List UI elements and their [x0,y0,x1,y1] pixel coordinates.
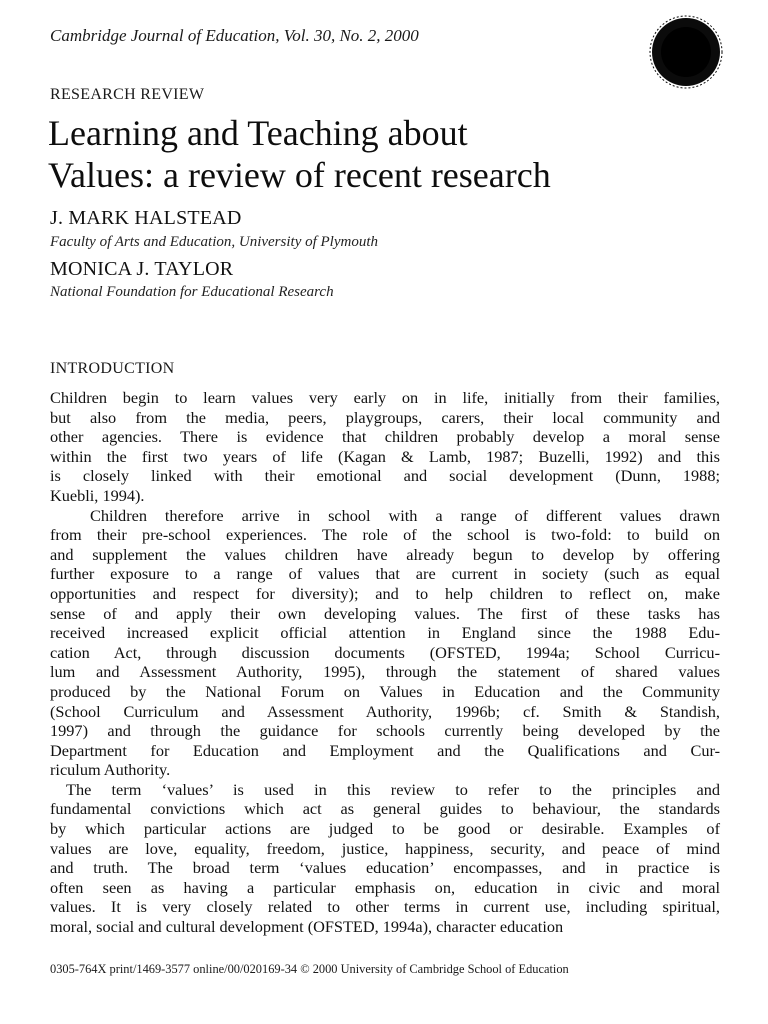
text-line: produced by the National Forum on Values in Education and the Community [50,681,720,701]
text-line: sense of and apply their own developing values. The first of these tasks has [50,603,720,623]
text-line: but also from the media, peers, playgroups, carers, their local community and [50,407,720,427]
paragraph [50,388,720,506]
section-heading: INTRODUCTION [50,360,175,377]
text-line: moral, social and cultural development (OFSTED, 1994a), character education [50,917,564,937]
author-name: J. MARK HALSTEAD [50,207,242,229]
text-line: Children begin to learn values very early on in life, initially from their families, [50,388,720,407]
text-line: The term ‘values’ is used in this review to refer to the principles and [66,779,720,799]
text-line: received increased explicit official attention in England since the 1988 Edu- [50,623,720,643]
paragraph [50,506,720,780]
paragraph [50,780,720,937]
author-affiliation: Faculty of Arts and Education, University of Plymouth [50,234,379,250]
title-line: Values: a review of recent research [48,155,551,195]
publisher-seal-icon [648,14,724,90]
text-line: Children therefore arrive in school with a range of different values drawn [90,505,720,525]
text-line: 1997) and through the guidance for schools currently being developed by the [50,721,720,741]
text-line: is closely linked with their emotional and social development (Dunn, 1988; [50,466,720,486]
text-line: (School Curriculum and Assessment Authority, 1996b; cf. Smith & Standish, [50,701,720,721]
title-line: Learning and Teaching about [48,113,468,153]
article-title [48,112,748,196]
text-line: riculum Authority. [50,760,171,780]
text-line: fundamental convictions which act as general guides to behaviour, the standards [50,799,720,819]
text-line: lum and Assessment Authority, 1995), through the statement of shared values [50,662,720,682]
text-line: and supplement the values children have already begun to develop by offering [50,544,720,564]
text-line: Kuebli, 1994). [50,485,145,505]
text-line: values. It is very closely related to other terms in current use, including spiritual, [50,897,720,917]
text-line: within the first two years of life (Kagan & Lamb, 1987; Buzelli, 1992) and this [50,446,720,466]
text-line: often seen as having a particular emphasis on, education in civic and moral [50,877,720,897]
text-line: opportunities and respect for diversity); and to help children to reflect on, make [50,583,720,603]
text-line: other agencies. There is evidence that children probably develop a moral sense [50,427,720,447]
text-line: further exposure to a range of values that are current in society (such as equal [50,564,720,584]
article-body [50,388,720,937]
text-line: from their pre-school experiences. The role of the school is two-fold: to build on [50,525,720,545]
text-line: and truth. The broad term ‘values education’ encompasses, and in practice is [50,858,720,878]
journal-citation: Cambridge Journal of Education, Vol. 30, No. 2, 2000 [50,26,419,45]
text-line: by which particular actions are judged to be good or desirable. Examples of [50,819,720,839]
text-line: cation Act, through discussion documents (OFSTED, 1994a; School Curricu- [50,642,720,662]
text-line: values are love, equality, freedom, justice, happiness, security, and peace of mind [50,838,720,858]
text-line: Department for Education and Employment and the Qualifications and Cur- [50,740,720,760]
section-label: RESEARCH REVIEW [50,86,205,103]
copyright-footer: 0305-764X print/1469-3577 online/00/020169-34 © 2000 University of Cambridge School of Education [50,962,569,976]
author-name: MONICA J. TAYLOR [50,258,234,280]
author-affiliation: National Foundation for Educational Research [50,284,334,300]
